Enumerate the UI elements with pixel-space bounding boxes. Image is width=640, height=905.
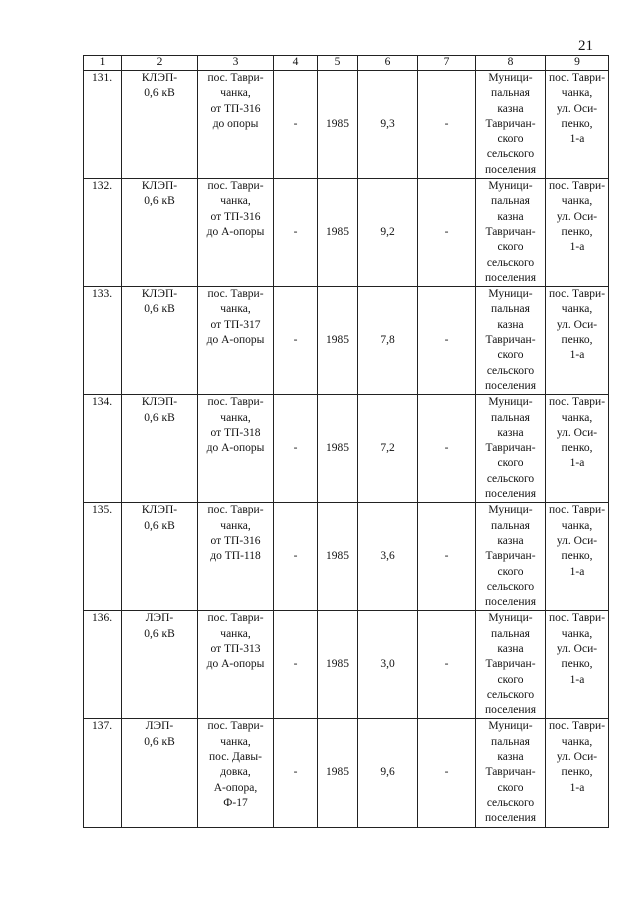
cell-line: чанка, <box>220 627 251 640</box>
table-row <box>84 611 609 719</box>
cell-line: ул. Оси- <box>556 102 598 115</box>
cell-text: - <box>444 766 449 779</box>
cell-line: 0,6 кВ <box>144 87 175 100</box>
cell-line: Тавричан- <box>485 442 536 455</box>
cell-line: казна <box>497 642 524 655</box>
cell-line: ул. Оси- <box>556 751 598 764</box>
table-body <box>84 71 609 828</box>
object-name-cell <box>122 395 198 503</box>
cell-line: сельского <box>486 688 535 701</box>
cell-line: пенко, <box>561 117 593 130</box>
column-4-cell <box>274 395 318 503</box>
cell-line: пальная <box>491 303 530 316</box>
header-cell: 3 <box>198 56 274 71</box>
cell-text: - <box>293 550 298 563</box>
cell-text: 1985 <box>326 117 349 130</box>
cell-text: - <box>444 225 449 238</box>
cell-line: чанка, <box>561 411 593 424</box>
cell-line: чанка, <box>220 195 251 208</box>
cell-line: Муници- <box>488 720 533 733</box>
cell-line: казна <box>497 751 524 764</box>
cell-line: сельского <box>486 472 535 485</box>
cell-line: Тавричан- <box>485 550 536 563</box>
value-cell <box>358 395 418 503</box>
row-number-cell <box>84 287 122 395</box>
cell-line: пенко, <box>561 658 593 671</box>
cell-text: 1985 <box>326 658 349 671</box>
cell-text: - <box>444 442 449 455</box>
header-cell: 8 <box>476 56 546 71</box>
cell-line: Муници- <box>488 612 533 625</box>
cell-line: ул. Оси- <box>556 534 598 547</box>
value-cell <box>358 503 418 611</box>
column-7-cell <box>418 71 476 179</box>
cell-line: чанка, <box>220 735 251 748</box>
year-cell <box>318 503 358 611</box>
header-cell: 9 <box>546 56 609 71</box>
value-cell <box>358 179 418 287</box>
year-cell <box>318 395 358 503</box>
object-name-cell <box>122 719 198 827</box>
cell-line: чанка, <box>561 519 593 532</box>
owner-cell <box>476 611 546 719</box>
cell-line: КЛЭП- <box>141 72 178 84</box>
cell-line: поселения <box>485 704 536 717</box>
cell-line: сельского <box>486 580 535 593</box>
cell-text: 1985 <box>326 334 349 347</box>
cell-line: пос. Таври- <box>548 504 606 517</box>
cell-line: КЛЭП- <box>141 504 178 517</box>
cell-line: 1-а <box>569 781 585 794</box>
cell-line: от ТП-316 <box>210 210 261 223</box>
address-cell <box>546 395 609 503</box>
table-row <box>84 395 609 503</box>
cell-line: чанка, <box>561 735 593 748</box>
cell-line: от ТП-318 <box>210 426 261 439</box>
cell-text: - <box>444 334 449 347</box>
cell-line: пенко, <box>561 442 593 455</box>
header-row <box>84 56 609 71</box>
cell-line: ул. Оси- <box>556 642 598 655</box>
cell-line: поселения <box>485 596 536 609</box>
column-4-cell <box>274 71 318 179</box>
cell-line: до А-опоры <box>206 442 265 455</box>
column-7-cell <box>418 611 476 719</box>
column-4-cell <box>274 503 318 611</box>
cell-line: ЛЭП- <box>145 612 174 625</box>
value-cell <box>358 71 418 179</box>
cell-line: ского <box>497 781 524 794</box>
cell-line: чанка, <box>220 411 251 424</box>
cell-line: пальная <box>491 195 530 208</box>
cell-line: казна <box>497 426 524 439</box>
cell-line: поселения <box>485 379 536 392</box>
owner-cell <box>476 179 546 287</box>
address-cell <box>546 611 609 719</box>
location-cell <box>198 719 274 827</box>
column-4-cell <box>274 719 318 827</box>
cell-line: до ТП-118 <box>210 550 261 563</box>
cell-text: 137. <box>92 720 113 733</box>
cell-line: ул. Оси- <box>556 318 598 331</box>
cell-text: 136. <box>92 612 113 625</box>
cell-text: - <box>293 334 298 347</box>
cell-line: пос. Таври- <box>207 72 264 84</box>
cell-line: сельского <box>486 256 535 269</box>
location-cell <box>198 611 274 719</box>
cell-line: 1-а <box>569 241 585 254</box>
cell-line: чанка, <box>220 519 251 532</box>
cell-line: чанка, <box>220 303 251 316</box>
cell-line: Муници- <box>488 72 533 84</box>
cell-line: до А-опоры <box>206 225 265 238</box>
cell-line: ул. Оси- <box>556 210 598 223</box>
cell-line: казна <box>497 210 524 223</box>
header-cell: 4 <box>274 56 318 71</box>
table-row <box>84 71 609 179</box>
column-4-cell <box>274 611 318 719</box>
cell-text: 131. <box>92 72 113 84</box>
cell-line: Тавричан- <box>485 766 536 779</box>
location-cell <box>198 395 274 503</box>
address-cell <box>546 719 609 827</box>
cell-line: поселения <box>485 163 536 176</box>
cell-line: ского <box>497 457 524 470</box>
cell-line: Муници- <box>488 396 533 409</box>
cell-line: Ф-17 <box>223 796 248 809</box>
cell-line: казна <box>497 102 524 115</box>
owner-cell <box>476 395 546 503</box>
header-cell: 6 <box>358 56 418 71</box>
cell-line: пос. Таври- <box>207 612 264 625</box>
cell-text: 9,2 <box>380 225 395 238</box>
table-row <box>84 287 609 395</box>
cell-text: - <box>444 550 449 563</box>
table-row <box>84 719 609 827</box>
cell-text: 1985 <box>326 225 349 238</box>
owner-cell <box>476 719 546 827</box>
cell-line: поселения <box>485 812 536 825</box>
cell-line: 0,6 кВ <box>144 735 175 748</box>
row-number-cell <box>84 179 122 287</box>
cell-line: ского <box>497 133 524 146</box>
row-number-cell <box>84 71 122 179</box>
cell-line: поселения <box>485 271 536 284</box>
address-cell <box>546 287 609 395</box>
cell-line: ского <box>497 349 524 362</box>
cell-line: А-опора, <box>213 781 258 794</box>
address-cell <box>546 71 609 179</box>
cell-line: пос. Таври- <box>548 396 606 409</box>
cell-line: пальная <box>491 735 530 748</box>
cell-line: 1-а <box>569 457 585 470</box>
cell-line: КЛЭП- <box>141 180 178 193</box>
cell-line: ул. Оси- <box>556 426 598 439</box>
cell-line: КЛЭП- <box>141 288 178 301</box>
value-cell <box>358 287 418 395</box>
table-row <box>84 179 609 287</box>
cell-line: ского <box>497 241 524 254</box>
cell-line: пальная <box>491 627 530 640</box>
cell-line: пенко, <box>561 225 593 238</box>
cell-line: от ТП-317 <box>210 318 261 331</box>
cell-line: от ТП-316 <box>210 534 261 547</box>
cell-line: пос. Таври- <box>548 720 606 733</box>
cell-line: чанка, <box>561 87 593 100</box>
cell-line: довка, <box>220 766 251 779</box>
cell-line: пос. Таври- <box>548 180 606 193</box>
column-4-cell <box>274 287 318 395</box>
value-cell <box>358 719 418 827</box>
cell-text: 7,8 <box>380 334 395 347</box>
cell-line: пенко, <box>561 550 593 563</box>
cell-line: 0,6 кВ <box>144 303 175 316</box>
page-number: 21 <box>578 38 593 54</box>
cell-line: 1-а <box>569 133 585 146</box>
owner-cell <box>476 287 546 395</box>
location-cell <box>198 179 274 287</box>
object-name-cell <box>122 611 198 719</box>
cell-line: до А-опоры <box>206 658 265 671</box>
cell-text: 133. <box>92 288 113 301</box>
cell-line: Муници- <box>488 504 533 517</box>
cell-line: Тавричан- <box>485 334 536 347</box>
year-cell <box>318 611 358 719</box>
cell-line: 0,6 кВ <box>144 195 175 208</box>
value-cell <box>358 611 418 719</box>
location-cell <box>198 287 274 395</box>
header-cell: 1 <box>84 56 122 71</box>
cell-line: казна <box>497 318 524 331</box>
cell-line: поселения <box>485 488 536 501</box>
cell-line: пенко, <box>561 766 593 779</box>
row-number-cell <box>84 719 122 827</box>
cell-line: 1-а <box>569 349 585 362</box>
cell-text: 135. <box>92 504 113 517</box>
cell-line: пос. Таври- <box>207 288 264 301</box>
year-cell <box>318 719 358 827</box>
cell-text: 3,0 <box>380 658 395 671</box>
cell-line: Муници- <box>488 180 533 193</box>
cell-text: 1985 <box>326 550 349 563</box>
cell-line: сельского <box>486 796 535 809</box>
cell-line: 0,6 кВ <box>144 411 175 424</box>
cell-line: чанка, <box>561 303 593 316</box>
location-cell <box>198 71 274 179</box>
column-7-cell <box>418 719 476 827</box>
object-name-cell <box>122 71 198 179</box>
cell-line: чанка, <box>561 627 593 640</box>
cell-line: до опоры <box>212 117 259 130</box>
cell-line: пос. Таври- <box>207 396 264 409</box>
cell-line: пос. Таври- <box>548 288 606 301</box>
cell-text: - <box>293 658 298 671</box>
year-cell <box>318 71 358 179</box>
cell-line: пос. Таври- <box>548 612 606 625</box>
cell-text: 134. <box>92 396 113 409</box>
cell-line: пос. Таври- <box>207 504 264 517</box>
header-cell: 7 <box>418 56 476 71</box>
cell-line: от ТП-313 <box>210 642 261 655</box>
column-7-cell <box>418 503 476 611</box>
cell-line: пальная <box>491 519 530 532</box>
cell-line: чанка, <box>220 87 251 100</box>
cell-line: Тавричан- <box>485 225 536 238</box>
cell-line: пальная <box>491 87 530 100</box>
owner-cell <box>476 71 546 179</box>
header-cell: 5 <box>318 56 358 71</box>
cell-line: ского <box>497 673 524 686</box>
object-name-cell <box>122 179 198 287</box>
object-name-cell <box>122 287 198 395</box>
cell-text: 1985 <box>326 442 349 455</box>
row-number-cell <box>84 503 122 611</box>
cell-line: ЛЭП- <box>145 720 174 733</box>
column-7-cell <box>418 395 476 503</box>
year-cell <box>318 287 358 395</box>
cell-text: - <box>444 658 449 671</box>
cell-line: 1-а <box>569 673 585 686</box>
cell-text: - <box>293 117 298 130</box>
cell-line: Муници- <box>488 288 533 301</box>
column-7-cell <box>418 287 476 395</box>
cell-line: сельского <box>486 364 535 377</box>
column-4-cell <box>274 179 318 287</box>
cell-line: казна <box>497 534 524 547</box>
cell-text: 1985 <box>326 766 349 779</box>
cell-line: 1-а <box>569 565 585 578</box>
cell-line: от ТП-316 <box>210 102 261 115</box>
cell-text: - <box>293 442 298 455</box>
row-number-cell <box>84 611 122 719</box>
cell-line: пальная <box>491 411 530 424</box>
object-name-cell <box>122 503 198 611</box>
cell-text: 132. <box>92 180 113 193</box>
location-cell <box>198 503 274 611</box>
year-cell <box>318 179 358 287</box>
cell-line: сельского <box>486 148 535 161</box>
cell-line: пос. Таври- <box>548 72 606 84</box>
cell-text: 9,6 <box>380 766 395 779</box>
cell-line: пос. Таври- <box>207 180 264 193</box>
cell-text: - <box>444 117 449 130</box>
cell-text: 9,3 <box>380 117 395 130</box>
address-cell <box>546 179 609 287</box>
registry-table <box>83 55 609 828</box>
cell-line: до А-опоры <box>206 334 265 347</box>
cell-line: Тавричан- <box>485 117 536 130</box>
cell-text: - <box>293 225 298 238</box>
table-row <box>84 503 609 611</box>
cell-line: пос. Давы- <box>209 751 262 764</box>
row-number-cell <box>84 395 122 503</box>
cell-line: Тавричан- <box>485 658 536 671</box>
cell-text: 3,6 <box>380 550 395 563</box>
cell-line: ского <box>497 565 524 578</box>
address-cell <box>546 503 609 611</box>
cell-text: - <box>293 766 298 779</box>
cell-line: 0,6 кВ <box>144 627 175 640</box>
owner-cell <box>476 503 546 611</box>
column-7-cell <box>418 179 476 287</box>
cell-line: 0,6 кВ <box>144 519 175 532</box>
cell-line: чанка, <box>561 195 593 208</box>
cell-line: КЛЭП- <box>141 396 178 409</box>
cell-line: пенко, <box>561 334 593 347</box>
header-cell: 2 <box>122 56 198 71</box>
cell-text: 7,2 <box>380 442 395 455</box>
cell-line: пос. Таври- <box>207 720 264 733</box>
